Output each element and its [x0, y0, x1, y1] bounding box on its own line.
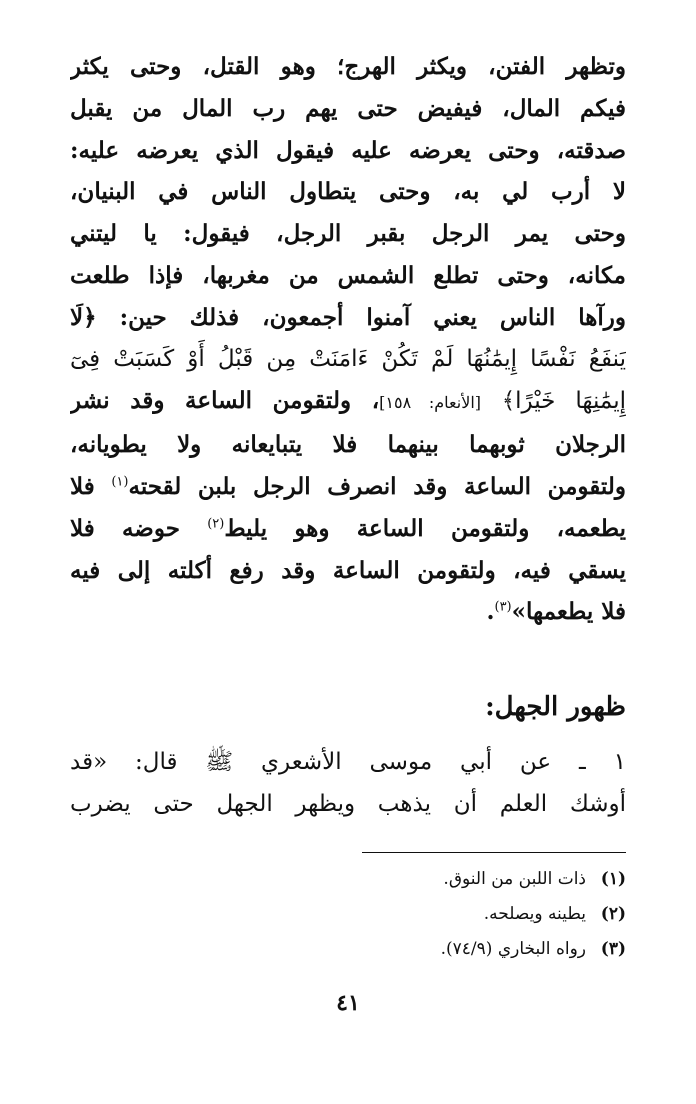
footnote-item: [300, 897, 626, 932]
text-segment: ولتقومن الساعة وقد انصرف الرجل بلبن لقحته: [128, 472, 626, 500]
footnotes: [300, 862, 626, 967]
text-segment: يطعمه، ولتقومن الساعة وهو يليط: [224, 514, 626, 542]
hadith-paragraph: [70, 46, 626, 633]
text-segment: .: [486, 598, 495, 626]
text-line: وتظهر الفتن، ويكثر الهرج؛ وهو القتل، وحتى يكثر: [70, 53, 626, 80]
text-segment: فلا يطعمها»: [511, 598, 626, 626]
text-line: الرجلان ثوبهما بينهما فلا يتبايعانه ولا يطويانه،: [70, 431, 626, 459]
footnote-text: ذات اللبن من النوق.: [443, 869, 586, 889]
text-line: لا أرب لي به، وحتى يتطاول الناس في البنيان،: [70, 178, 626, 206]
text-line: أوشك العلم أن يذهب ويظهر الجهل حتى يضرب: [70, 791, 626, 818]
section-paragraph: [70, 741, 626, 825]
footnote-number: (١): [600, 869, 626, 889]
page-number: ٤١: [336, 990, 360, 1016]
text-line: [70, 508, 626, 550]
footnote-marker: (١): [111, 474, 129, 490]
text-segment: ، ولتقومن الساعة وقد نشر: [70, 387, 380, 415]
section-heading: ظهور الجهل:: [485, 692, 626, 723]
text-line: ١ ـ عن أبي موسى الأشعري ﷺ قال: «قد: [70, 749, 626, 776]
text-line: صدقته، وحتى يعرضه عليه فيقول الذي يعرضه عليه:: [70, 136, 626, 164]
text-segment: حوضه فلا: [70, 514, 180, 542]
text-line: [70, 591, 626, 633]
footnote-marker: (٣): [494, 599, 512, 615]
footnote-divider: [362, 852, 626, 853]
text-line: مكانه، وحتى تطلع الشمس من مغربها، فإذا طلعت: [70, 261, 626, 289]
footnote-number: (٢): [600, 904, 626, 924]
text-line: يسقي فيه، ولتقومن الساعة وقد رفع أكلته إلى فيه: [70, 556, 626, 584]
text-segment: فلا: [70, 472, 95, 500]
text-line: [70, 466, 626, 508]
footnote-item: [300, 862, 626, 897]
footnote-text: يطينه ويصلحه.: [483, 904, 586, 924]
footnote-marker: (٢): [207, 516, 225, 532]
text-line: فيكم المال، فيفيض حتى يهم رب المال من يقبل: [70, 94, 626, 122]
verse-reference: [الأنعام: ١٥٨]: [379, 393, 482, 413]
quran-verse-line: يَنفَعُ نَفْسًا إِيمَٰنُهَا لَمْ تَكُنْ ءَامَنَتْ مِن قَبْلُ أَوْ كَسَبَتْ فِىٓ: [70, 345, 626, 372]
text-line: ورآها الناس يعني آمنوا أجمعون، فذلك حين: ﴿لَا: [70, 303, 626, 331]
page-body: [70, 46, 626, 825]
quran-verse-end: إِيمَٰنِهَا خَيْرًا﴾: [501, 388, 626, 415]
footnote-text: رواه البخاري (٧٤/٩).: [440, 939, 586, 959]
footnote-number: (٣): [600, 939, 626, 959]
footnote-item: [300, 932, 626, 967]
text-line: [70, 380, 626, 424]
text-line: وحتى يمر الرجل بقبر الرجل، فيقول: يا ليتني: [70, 220, 626, 248]
